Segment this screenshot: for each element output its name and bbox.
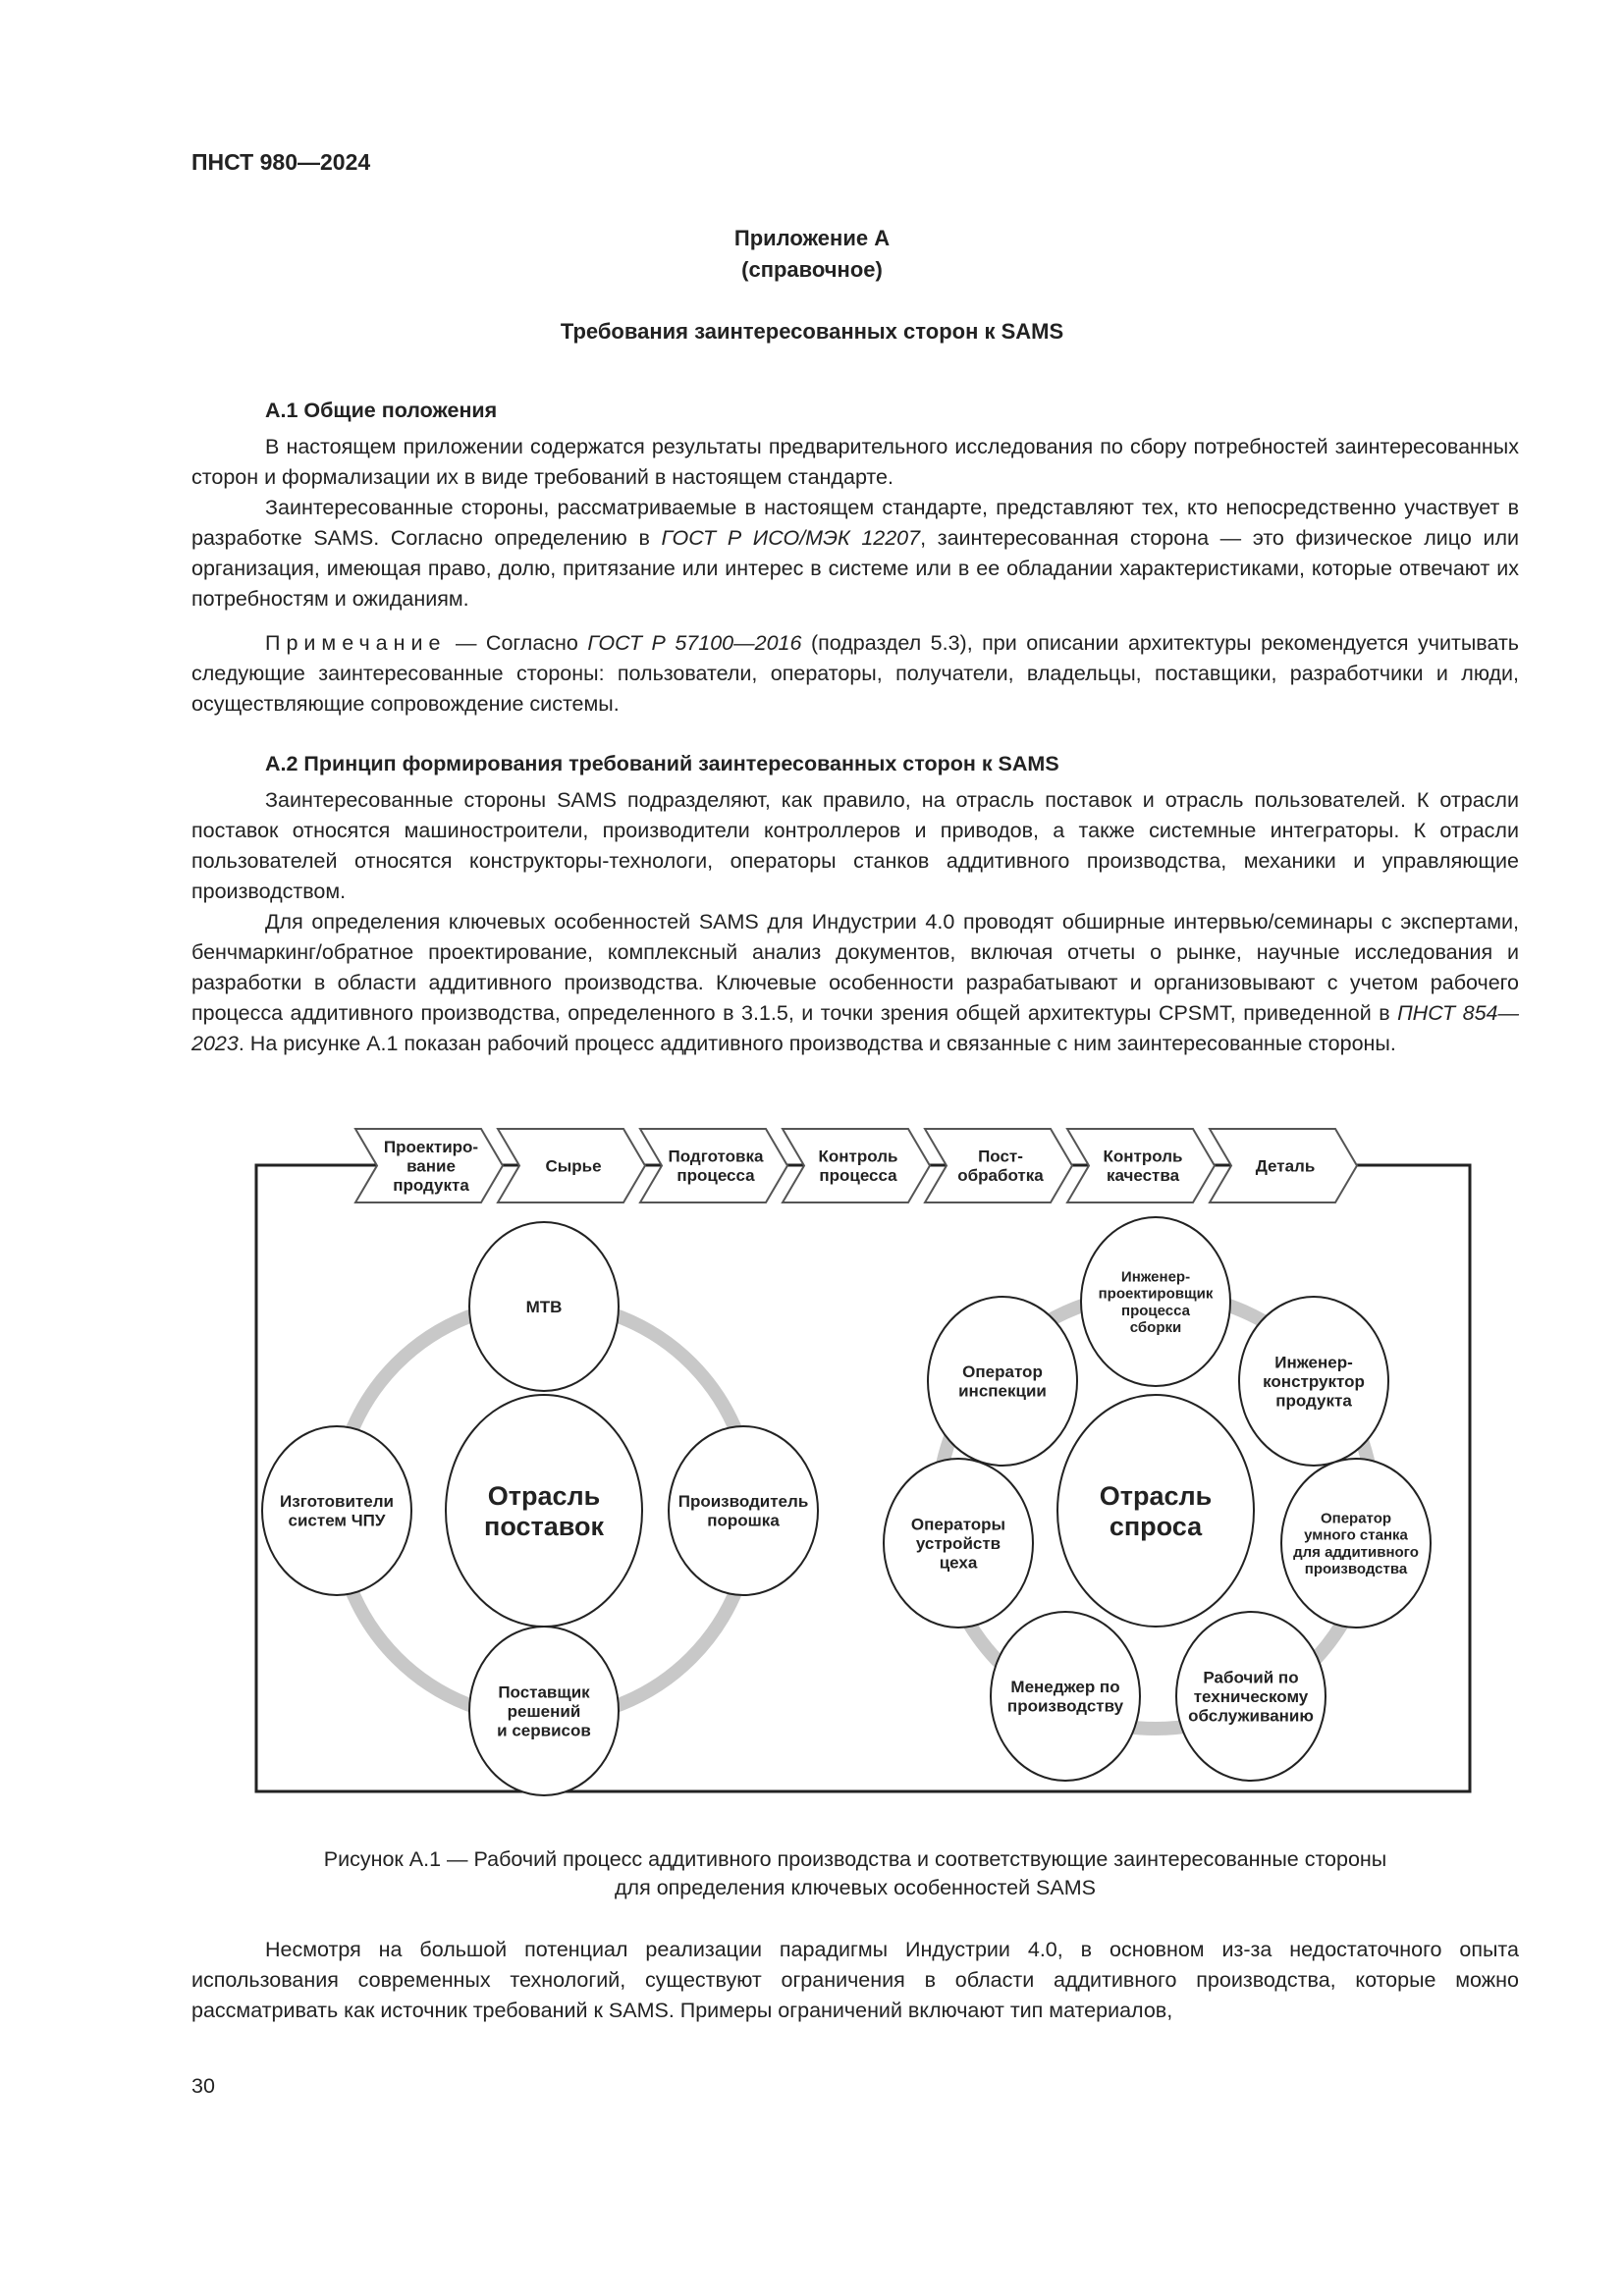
- node-label: инспекции: [958, 1381, 1047, 1401]
- node-label: обслуживанию: [1188, 1706, 1314, 1726]
- node-label: Оператор: [1320, 1510, 1392, 1527]
- stakeholder-node: [1281, 1459, 1431, 1628]
- section-a2-heading: А.2 Принцип формирования требований заинтересованных сторон к SAMS: [265, 752, 1059, 775]
- node-label: цеха: [939, 1553, 978, 1573]
- stakeholder-node: [669, 1426, 818, 1595]
- node-label: Операторы: [910, 1515, 1006, 1534]
- node-label: Деталь: [1255, 1156, 1316, 1176]
- node-label: Контроль: [1103, 1147, 1183, 1166]
- node-label: спроса: [1109, 1511, 1203, 1541]
- node-label: процесса: [819, 1166, 897, 1186]
- node-label: Проектиро-: [383, 1137, 479, 1156]
- node-label: обработка: [957, 1166, 1044, 1186]
- stakeholder-node: [1081, 1217, 1230, 1386]
- standard-reference: ГОСТ Р ИСО/МЭК 12207: [661, 526, 921, 550]
- node-label: Инженер-: [1274, 1353, 1353, 1372]
- demand-cluster: [884, 1217, 1431, 1781]
- node-label: Пост-: [978, 1147, 1023, 1166]
- page-number: 30: [191, 2074, 215, 2098]
- paragraph: В настоящем приложении содержатся результаты предварительного исследования по сбору потребностей заинтересованных сторон и формализации их в виде требований в настоящем стандарте.: [191, 435, 1519, 489]
- node-label: умного станка: [1304, 1526, 1408, 1544]
- node-label: производству: [1006, 1696, 1124, 1716]
- node-label: Изготовители: [280, 1492, 394, 1512]
- stakeholder-node: [884, 1459, 1033, 1628]
- node-label: Сырье: [545, 1156, 602, 1176]
- node-label: Инженер-: [1120, 1268, 1191, 1286]
- node-label: Менеджер по: [1010, 1678, 1120, 1697]
- node-label: Отрасль: [1099, 1480, 1213, 1511]
- node-label: решений: [507, 1701, 581, 1721]
- caption-line: для определения ключевых особенностей SAMS: [614, 1876, 1096, 1899]
- appendix-heading: Требования заинтересованных сторон к SAMS: [560, 319, 1064, 344]
- stakeholder-node: [469, 1627, 619, 1795]
- process-step: [498, 1129, 645, 1202]
- node-label: конструктор: [1263, 1371, 1365, 1391]
- node-label: Производитель: [677, 1492, 809, 1512]
- node-label: проектировщик: [1098, 1285, 1214, 1303]
- process-step: [925, 1129, 1072, 1202]
- node-label: Подготовка: [668, 1147, 764, 1166]
- stakeholder-node: [469, 1222, 619, 1391]
- standard-reference: ПНСТ 854—2023: [191, 1001, 1519, 1055]
- process-step: [640, 1129, 787, 1202]
- node-label: поставок: [484, 1511, 604, 1541]
- text: Для определения ключевых особенностей SAMS для Индустрии 4.0 проводят обширные интервью/семинары с экспертами, бенчмаркинг/обратное проектирование, комплексный анализ документов, включая отчеты о рынке, научные исследования и разработки в области аддитивного производства. Ключевые особенности разрабатывают и организовывают с учетом рабочего процесса аддитивного производства, определенного в 3.1.5, и точки зрения общей архитектуры CPSMT, приведенной в: [191, 910, 1519, 1025]
- node-label: Оператор: [962, 1362, 1043, 1382]
- appendix-type: (справочное): [741, 257, 883, 282]
- text: (подраздел 5.3), при описании архитектуры рекомендуется учитывать следующие заинтересованные стороны: пользователи, операторы, получатели, владельцы, поставщики, разработчики и люди, осуществляющие сопровождение системы.: [191, 631, 1519, 716]
- node-label: устройств: [915, 1533, 1001, 1553]
- stakeholder-rings: [262, 1217, 1431, 1795]
- node-label: Контроль: [818, 1147, 898, 1166]
- section-continuation: [191, 1935, 1519, 2026]
- text: . На рисунке А.1 показан рабочий процесс аддитивного производства и связанные с ним заинтересованные стороны.: [238, 1032, 1396, 1055]
- node-label: производства: [1304, 1561, 1408, 1578]
- process-step: [355, 1129, 503, 1202]
- appendix-title: Приложение А: [733, 226, 891, 250]
- process-step: [783, 1129, 930, 1202]
- figure-caption: [191, 1845, 1519, 1902]
- node-label: и сервисов: [497, 1721, 591, 1740]
- node-label: вание: [406, 1156, 456, 1176]
- node-label: техническому: [1193, 1686, 1309, 1706]
- node-label: для аддитивного: [1293, 1543, 1419, 1561]
- node-label: продукта: [393, 1176, 469, 1195]
- node-label: процесса: [1121, 1302, 1190, 1319]
- paragraph: Несмотря на большой потенциал реализации парадигмы Индустрии 4.0, в основном из-за недостаточного опыта использования современных технологий, существуют ограничения в области аддитивного производства, которые можно рассматривать как источник требований к SAMS. Примеры ограничений включают тип материалов,: [191, 1938, 1519, 2022]
- process-step: [1067, 1129, 1215, 1202]
- node-label: процесса: [677, 1166, 755, 1186]
- stakeholder-node: [1239, 1297, 1388, 1466]
- section-a1-heading: А.1 Общие положения: [265, 399, 498, 422]
- stakeholder-node: [262, 1426, 411, 1595]
- caption-line: Рисунок А.1 — Рабочий процесс аддитивного производства и соответствующие заинтересованные стороны: [323, 1847, 1387, 1871]
- text: — Согласно: [446, 631, 588, 655]
- text: , заинтересованная сторона — это физическое лицо или организация, имеющая право, долю, притязание или интерес в системе или в ее обладании характеристиками, которые отвечают их потребностям и ожиданиям.: [191, 526, 1520, 611]
- node-label: порошка: [707, 1511, 780, 1530]
- text: Заинтересованные стороны, рассматриваемые в настоящем стандарте, представляют тех, кто непосредственно участвует в разработке SAMS. Согласно определению в: [191, 496, 1519, 550]
- standard-reference: ГОСТ Р 57100—2016: [587, 631, 802, 655]
- node-label: Поставщик: [498, 1682, 590, 1702]
- supply-cluster: [262, 1222, 818, 1795]
- document-header: ПНСТ 980—2024: [191, 149, 371, 175]
- node-label: сборки: [1129, 1319, 1182, 1337]
- node-label: Рабочий по: [1203, 1668, 1299, 1687]
- node-label: продукта: [1275, 1391, 1352, 1411]
- stakeholder-node: [1176, 1612, 1326, 1781]
- stakeholder-node: [928, 1297, 1077, 1466]
- node-label: систем ЧПУ: [288, 1511, 386, 1530]
- stakeholder-node: [991, 1612, 1140, 1781]
- note-label: Примечание: [265, 631, 447, 655]
- node-label: Отрасль: [487, 1480, 601, 1511]
- paragraph: Заинтересованные стороны SAMS подразделяют, как правило, на отрасль поставок и отрасль пользователей. К отрасли поставок относятся машиностроители, производители контроллеров и приводов, а также системные интеграторы. К отрасли пользователей относятся конструкторы-технологи, операторы станков аддитивного производства, механики и управляющие производством.: [191, 788, 1519, 903]
- node-label: качества: [1106, 1166, 1180, 1186]
- process-step: [1210, 1129, 1357, 1202]
- node-label: МТВ: [525, 1297, 563, 1316]
